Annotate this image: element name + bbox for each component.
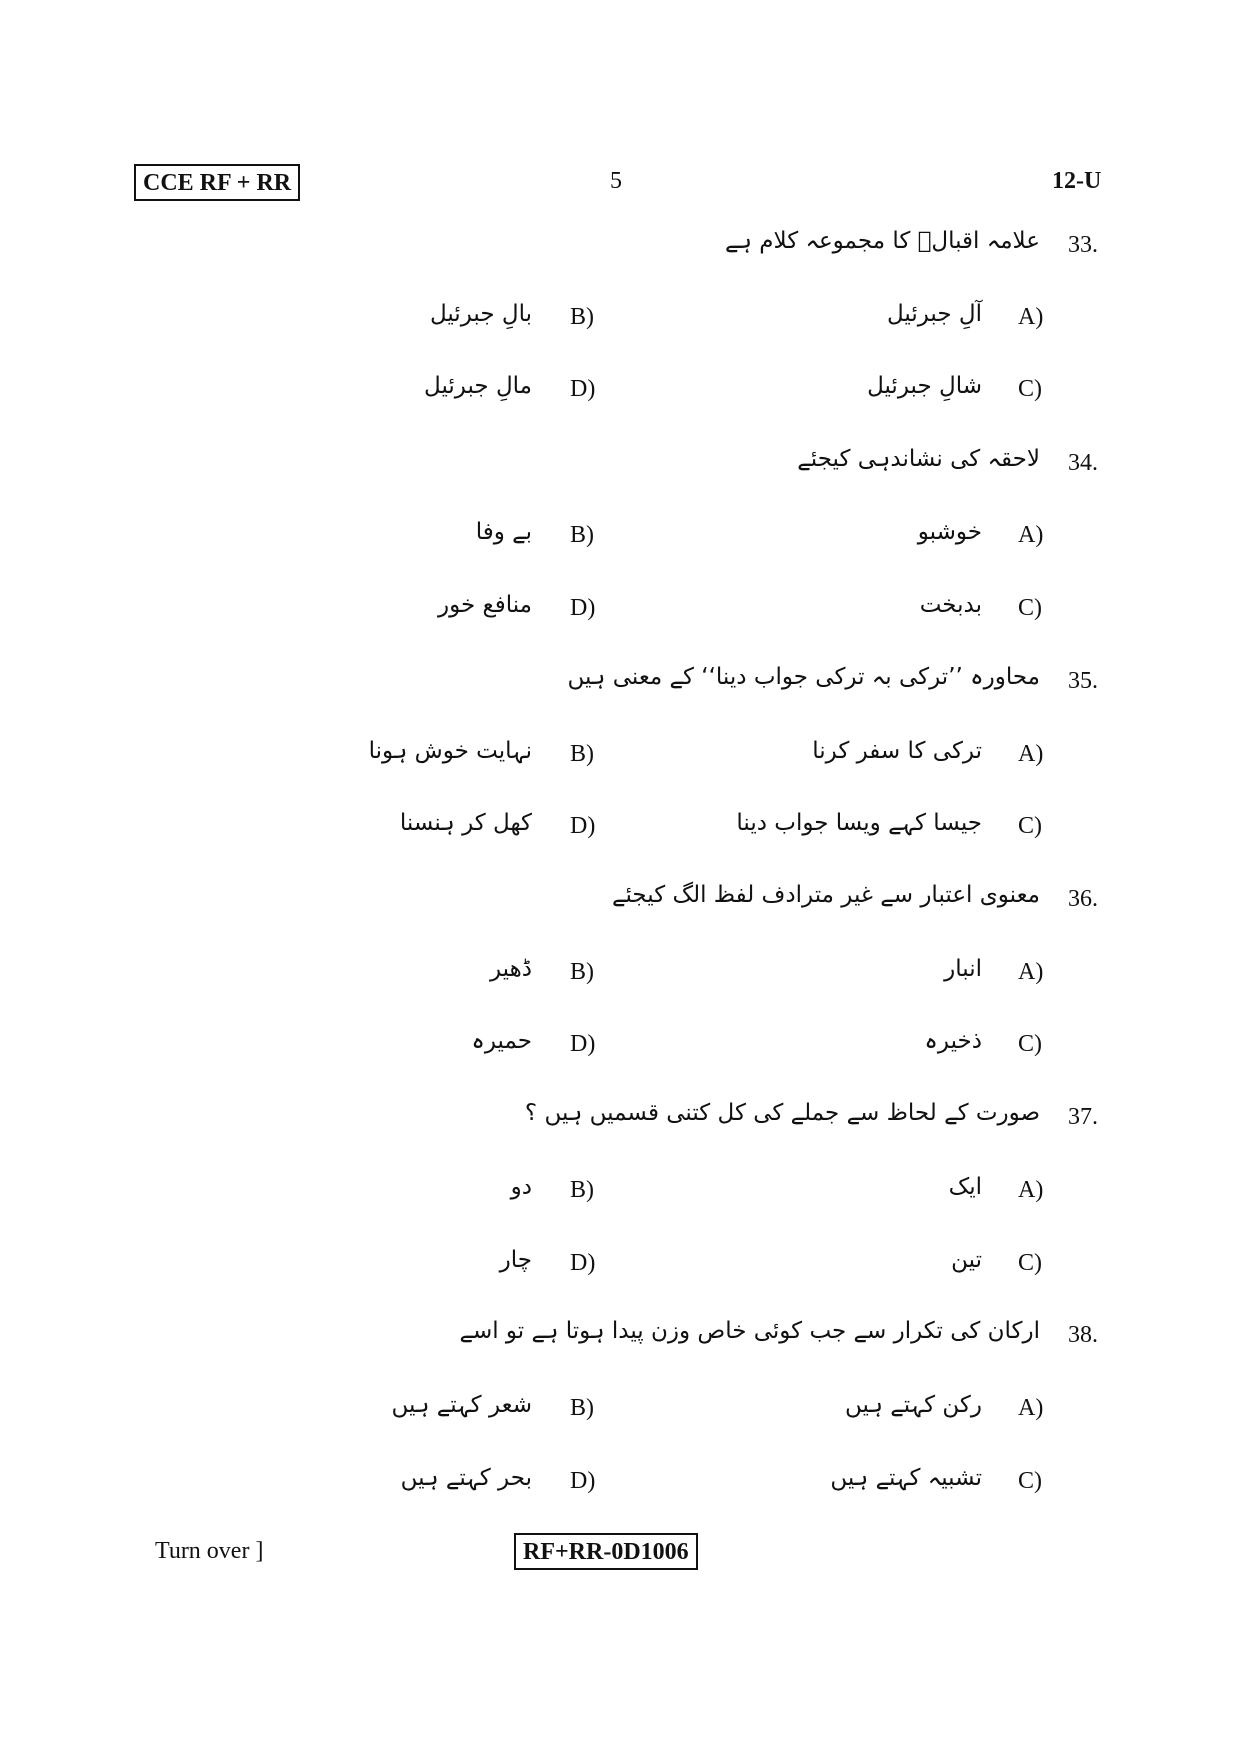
option-a-letter: A) bbox=[1018, 959, 1044, 985]
option-c-letter: C) bbox=[1018, 1250, 1042, 1276]
option-a-text: رکن کہتے ہیں bbox=[845, 1392, 982, 1418]
question-number: 35. bbox=[1068, 668, 1098, 694]
option-c-text: بدبخت bbox=[919, 592, 982, 618]
option-d-text: کھل کر ہنسنا bbox=[399, 810, 532, 836]
turn-over-note: Turn over ] bbox=[155, 1538, 264, 1564]
option-b-text: ڈھیر bbox=[489, 956, 532, 982]
option-c-letter: C) bbox=[1018, 376, 1042, 402]
option-b-letter: B) bbox=[570, 741, 594, 767]
option-a-text: آلِ جبرئیل bbox=[886, 301, 982, 327]
option-a-text: انبار bbox=[944, 956, 982, 982]
option-d-letter: D) bbox=[570, 1250, 596, 1276]
option-b-letter: B) bbox=[570, 1395, 594, 1421]
option-d-letter: D) bbox=[570, 1468, 596, 1494]
option-b-text: نہایت خوش ہونا bbox=[368, 738, 532, 764]
paper-code-box: CCE RF + RR bbox=[134, 164, 300, 201]
option-b-text: دو bbox=[510, 1174, 532, 1200]
option-a-letter: A) bbox=[1018, 304, 1044, 330]
option-a-letter: A) bbox=[1018, 1177, 1044, 1203]
option-c-text: شالِ جبرئیل bbox=[867, 373, 982, 399]
option-a-letter: A) bbox=[1018, 741, 1044, 767]
page-number: 5 bbox=[610, 168, 622, 194]
question-text: ارکان کی تکرار سے جب کوئی خاص وزن پیدا ہوتا ہے تو اسے bbox=[459, 1318, 1040, 1344]
option-d-text: چار bbox=[499, 1247, 532, 1273]
question-number: 38. bbox=[1068, 1322, 1098, 1348]
subject-code: 12-U bbox=[1052, 168, 1102, 194]
question-number: 36. bbox=[1068, 886, 1098, 912]
option-b-text: شعر کہتے ہیں bbox=[391, 1392, 532, 1418]
option-d-text: بحر کہتے ہیں bbox=[400, 1465, 532, 1491]
option-d-text: حمیرہ bbox=[471, 1028, 532, 1054]
option-c-letter: C) bbox=[1018, 813, 1042, 839]
option-b-text: بے وفا bbox=[475, 519, 532, 545]
question-text: محاورہ ’’ترکی بہ ترکی جواب دینا‘‘ کے معنی ہیں bbox=[567, 664, 1040, 690]
question-text: علامہ اقبالؔ کا مجموعہ کلام ہے bbox=[724, 228, 1040, 254]
option-a-text: ایک bbox=[948, 1174, 982, 1200]
option-a-letter: A) bbox=[1018, 1395, 1044, 1421]
option-b-text: بالِ جبرئیل bbox=[429, 301, 532, 327]
question-text: صورت کے لحاظ سے جملے کی کل کتنی قسمیں ہیں ؟ bbox=[524, 1100, 1040, 1126]
option-b-letter: B) bbox=[570, 522, 594, 548]
question-number: 37. bbox=[1068, 1104, 1098, 1130]
option-d-letter: D) bbox=[570, 376, 596, 402]
option-a-text: خوشبو bbox=[917, 519, 982, 545]
option-c-text: ذخیرہ bbox=[924, 1028, 982, 1054]
option-d-text: مالِ جبرئیل bbox=[424, 373, 532, 399]
option-c-text: تین bbox=[951, 1247, 982, 1273]
option-a-letter: A) bbox=[1018, 522, 1044, 548]
question-number: 33. bbox=[1068, 232, 1098, 258]
option-c-text: جیسا کہے ویسا جواب دینا bbox=[736, 810, 982, 836]
option-d-letter: D) bbox=[570, 813, 596, 839]
option-c-text: تشبیہ کہتے ہیں bbox=[830, 1465, 982, 1491]
question-number: 34. bbox=[1068, 450, 1098, 476]
option-c-letter: C) bbox=[1018, 1468, 1042, 1494]
option-d-letter: D) bbox=[570, 1031, 596, 1057]
option-d-letter: D) bbox=[570, 595, 596, 621]
footer-code-box: RF+RR-0D1006 bbox=[514, 1533, 698, 1570]
question-text: لاحقہ کی نشاندہی کیجئے bbox=[797, 446, 1040, 472]
option-a-text: ترکی کا سفر کرنا bbox=[812, 738, 982, 764]
question-text: معنوی اعتبار سے غیر مترادف لفظ الگ کیجئے bbox=[612, 882, 1040, 908]
option-b-letter: B) bbox=[570, 959, 594, 985]
option-b-letter: B) bbox=[570, 304, 594, 330]
option-c-letter: C) bbox=[1018, 595, 1042, 621]
option-c-letter: C) bbox=[1018, 1031, 1042, 1057]
option-b-letter: B) bbox=[570, 1177, 594, 1203]
option-d-text: منافع خور bbox=[437, 592, 532, 618]
